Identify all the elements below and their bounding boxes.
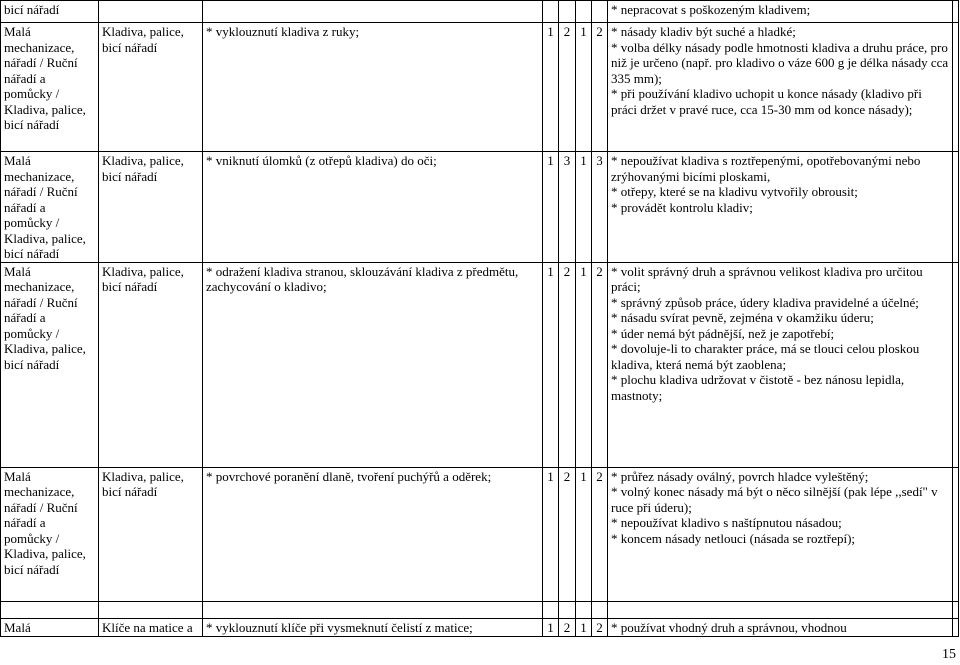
rating-cell: 2	[592, 618, 608, 636]
hazard-cell	[203, 1, 543, 23]
rating-cell: 2	[592, 262, 608, 467]
rating-cell: 1	[543, 618, 559, 636]
hazard-cell: * povrchové poranění dlaně, tvoření puchýřů a oděrek;	[203, 467, 543, 601]
category-cell: bicí nářadí	[1, 1, 99, 23]
tool-cell: Kladiva, palice, bicí nářadí	[99, 23, 203, 152]
measures-cell: * nepracovat s poškozeným kladivem;	[608, 1, 953, 23]
measures-cell: * používat vhodný druh a správnou, vhodnou	[608, 618, 953, 636]
rating-cell: 1	[543, 23, 559, 152]
table-row	[1, 152, 959, 263]
hazard-cell: * vyklouznutí klíče při vysmeknutí čelistí z matice;	[203, 618, 543, 636]
rating-cell: 3	[559, 152, 576, 263]
rating-cell: 1	[576, 23, 592, 152]
rating-cell: 1	[576, 262, 592, 467]
measures-cell: * průřez násady oválný, povrch hladce vyleštěný; * volný konec násady má být o něco silnější (pak lépe ,,sedí" v ruce při úderu); * nepoužívat kladivo s naštípnutou násadou; * koncem násady netlouci (násada se roztřepí);	[608, 467, 953, 601]
measures-cell: * nepoužívat kladiva s roztřepenými, opotřebovanými nebo zrýhovanými bicími ploskami, * otřepy, které se na kladivu vytvořily obrousit; * provádět kontrolu kladiv;	[608, 152, 953, 263]
rating-cell: 2	[559, 262, 576, 467]
tool-cell: Kladiva, palice, bicí nářadí	[99, 152, 203, 263]
table-row	[1, 262, 959, 467]
rating-cell: 1	[543, 467, 559, 601]
rating-cell: 2	[592, 467, 608, 601]
tool-cell: Kladiva, palice, bicí nářadí	[99, 467, 203, 601]
rating-cell: 1	[576, 152, 592, 263]
table-row	[1, 23, 959, 152]
rating-cell: 2	[592, 23, 608, 152]
page-number: 15	[942, 647, 956, 662]
tool-cell: Kladiva, palice, bicí nářadí	[99, 262, 203, 467]
measures-cell: * násady kladiv být suché a hladké; * volba délky násady podle hmotnosti kladiva a druhu práce, pro niž je určeno (např. pro kladivo o váze 600 g je délka násady cca 335 mm); * při používání kladivo uchopit u konce násady (kladivo při práci držet v pravé ruce, cca 15-30 mm od konce násady);	[608, 23, 953, 152]
hazard-cell: * odražení kladiva stranou, sklouzávání kladiva z předmětu, zachycování o kladivo;	[203, 262, 543, 467]
table-row	[1, 467, 959, 601]
rating-cell: 1	[576, 467, 592, 601]
rating-cell: 1	[576, 618, 592, 636]
rating-cell: 2	[559, 467, 576, 601]
hazard-cell: * vyklouznutí kladiva z ruky;	[203, 23, 543, 152]
table-row	[1, 601, 959, 618]
table-row	[1, 618, 959, 636]
category-cell: Malá mechanizace, nářadí / Ruční nářadí a pomůcky / Kladiva, palice, bicí nářadí	[1, 23, 99, 152]
rating-cell: 2	[559, 23, 576, 152]
measures-cell: * volit správný druh a správnou velikost kladiva pro určitou práci; * správný způsob práce, údery kladiva pravidelné a účelné; * násadu svírat pevně, zejména v okamžiku úderu; * úder nemá být pádnější, než je zapotřebí; * dovoluje-li to charakter práce, má se tlouci celou ploskou kladiva, která nemá být zaoblena; * plochu kladiva udržovat v čistotě - bez nánosu lepidla, mastnoty;	[608, 262, 953, 467]
table-row	[1, 1, 959, 23]
rating-cell: 3	[592, 152, 608, 263]
rating-cell: 1	[543, 262, 559, 467]
category-cell: Malá mechanizace, nářadí / Ruční nářadí a pomůcky / Kladiva, palice, bicí nářadí	[1, 467, 99, 601]
rating-cell: 2	[559, 618, 576, 636]
tool-cell: Klíče na matice a	[99, 618, 203, 636]
category-cell: Malá mechanizace, nářadí / Ruční nářadí a pomůcky / Kladiva, palice, bicí nářadí	[1, 152, 99, 263]
hazard-cell: * vniknutí úlomků (z otřepů kladiva) do oči;	[203, 152, 543, 263]
tool-cell	[99, 1, 203, 23]
category-cell: Malá	[1, 618, 99, 636]
rating-cell: 1	[543, 152, 559, 263]
category-cell: Malá mechanizace, nářadí / Ruční nářadí a pomůcky / Kladiva, palice, bicí nářadí	[1, 262, 99, 467]
